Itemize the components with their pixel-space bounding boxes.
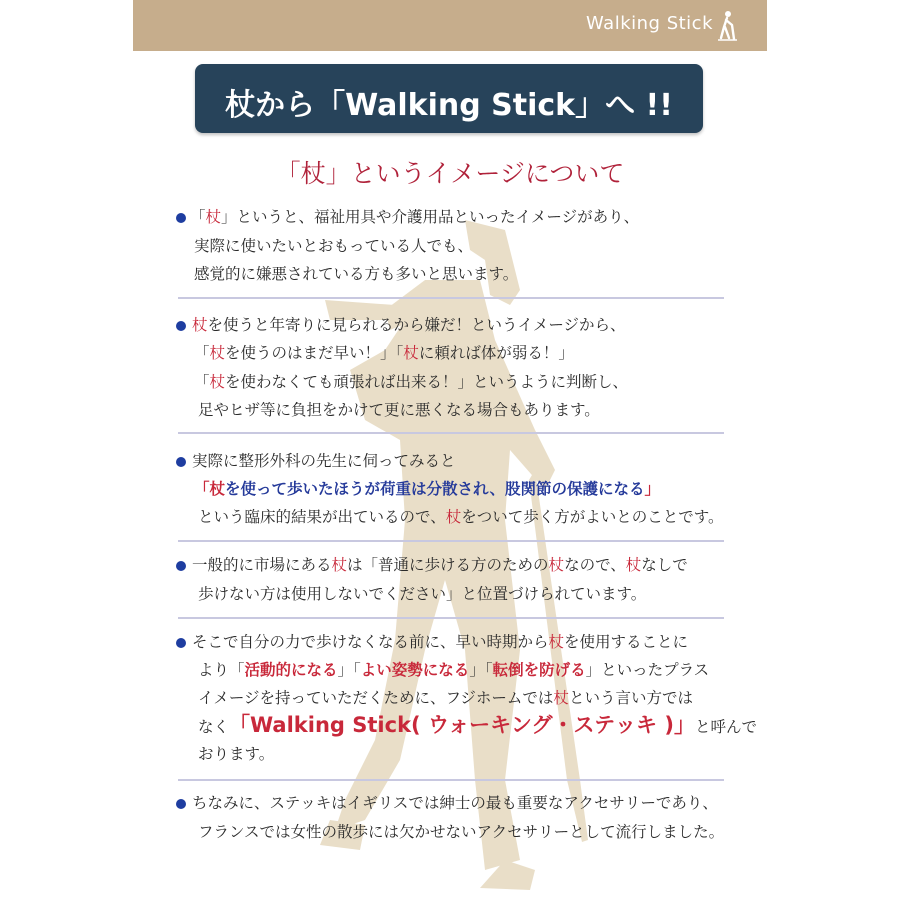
brand-name: Walking Stick — [586, 13, 713, 34]
text-run: 「 — [194, 373, 210, 391]
text-run: そこで自分の力で歩けなくなる前に、早い時期から — [192, 633, 549, 651]
highlight-stick: 杖 — [548, 556, 565, 574]
text-run: 「 — [194, 344, 210, 362]
text-line: 歩けない方は使用しないでください」と位置づけられています。 — [198, 585, 647, 603]
text-run: を使わなくても頑張れば出来る！」というように判断し、 — [225, 373, 629, 391]
text-line: 実際に整形外科の先生に伺ってみると — [192, 452, 456, 470]
text-line — [192, 315, 626, 335]
emphasis-text: を使って歩いたほうが荷重は分散され、股関節の保護になる — [225, 480, 645, 498]
text-run: 」 — [644, 480, 660, 498]
text-line — [198, 507, 723, 527]
highlight-stick: 杖 — [553, 689, 569, 707]
top-bar — [133, 0, 767, 51]
text-line: 足やヒザ等に負担をかけて更に悪くなる場合もあります。 — [198, 401, 600, 419]
text-run: なく — [198, 718, 230, 736]
text-line: おります。 — [198, 745, 275, 763]
text-line: 実際に使いたいとおもっている人でも、 — [194, 237, 474, 255]
text-line — [194, 372, 628, 392]
text-line: 感覚的に嫌悪されている方も多いと思います。 — [194, 265, 519, 283]
text-line — [192, 555, 688, 575]
highlight-stick: 杖 — [209, 373, 226, 391]
section-subtitle: 「杖」というイメージについて — [275, 159, 625, 188]
text-run: 」といったプラス — [585, 661, 710, 679]
banner-title: 杖から「Walking Stick」へ !! — [225, 88, 673, 123]
text-run: 」「 — [469, 661, 493, 679]
text-run: 「 — [190, 208, 206, 226]
text-line — [198, 660, 709, 680]
text-run: という臨床的結果が出ているので、 — [198, 508, 446, 526]
emphasis-text: 活動的になる — [244, 661, 338, 679]
text-line: ちなみに、ステッキはイギリスでは紳士の最も重要なアクセサリーであり、 — [192, 794, 718, 812]
highlight-stick: 杖 — [625, 556, 642, 574]
text-run: 」というと、福祉用具や介護用品といったイメージがあり、 — [221, 208, 640, 226]
text-line — [194, 479, 660, 499]
emphasis-text: 転倒を防げる — [492, 661, 586, 679]
text-line — [198, 688, 693, 708]
text-run: なので、 — [564, 556, 626, 574]
text-run: なしで — [641, 556, 688, 574]
highlight-stick: 杖 — [209, 480, 226, 498]
text-run: を使用することに — [564, 633, 689, 651]
divider — [178, 540, 724, 542]
text-run: 「 — [194, 480, 210, 498]
text-run: イメージを持っていただくために、フジホームでは — [198, 689, 554, 707]
highlight-stick: 杖 — [192, 316, 208, 334]
text-line — [198, 715, 757, 737]
bullet-icon — [176, 799, 186, 809]
text-line — [192, 632, 688, 652]
text-line — [190, 207, 639, 227]
bullet-icon — [176, 561, 186, 571]
emphasis-text: よい姿勢になる — [360, 661, 470, 679]
text-run: という言い方では — [568, 689, 693, 707]
text-run: を使うと年寄りに見られるから嫌だ！というイメージから、 — [207, 316, 626, 334]
divider — [178, 617, 724, 619]
highlight-stick: 杖 — [331, 556, 348, 574]
highlight-stick: 杖 — [403, 344, 419, 362]
title-banner — [195, 64, 703, 133]
text-run: と呼んで — [694, 718, 757, 736]
bullet-icon — [176, 638, 186, 648]
divider — [178, 432, 724, 434]
text-run: は「普通に歩ける方のための — [347, 556, 549, 574]
bullet-icon — [176, 457, 186, 467]
text-run: をついて歩く方がよいとのことです。 — [461, 508, 724, 526]
text-line: フランスでは女性の散歩には欠かせないアクセサリーとして流行しました。 — [198, 823, 725, 841]
highlight-stick: 杖 — [548, 633, 565, 651]
text-run: 一般的に市場にある — [192, 556, 332, 574]
divider — [178, 779, 724, 781]
bullet-icon — [176, 213, 186, 223]
bullet-icon — [176, 321, 186, 331]
text-run: より「 — [198, 661, 245, 679]
highlight-stick: 杖 — [205, 208, 222, 226]
divider — [178, 297, 724, 299]
text-run: に頼れば体が弱る！」 — [418, 344, 574, 362]
walker-icon — [715, 10, 739, 42]
text-line — [194, 343, 574, 363]
walking-stick-emphasis: 「Walking Stick( ウォーキング・ステッキ )」 — [229, 713, 695, 737]
text-run: を使うのはまだ早い！」「 — [225, 344, 404, 362]
text-run: 」「 — [337, 661, 361, 679]
highlight-stick: 杖 — [209, 344, 226, 362]
highlight-stick: 杖 — [445, 508, 462, 526]
